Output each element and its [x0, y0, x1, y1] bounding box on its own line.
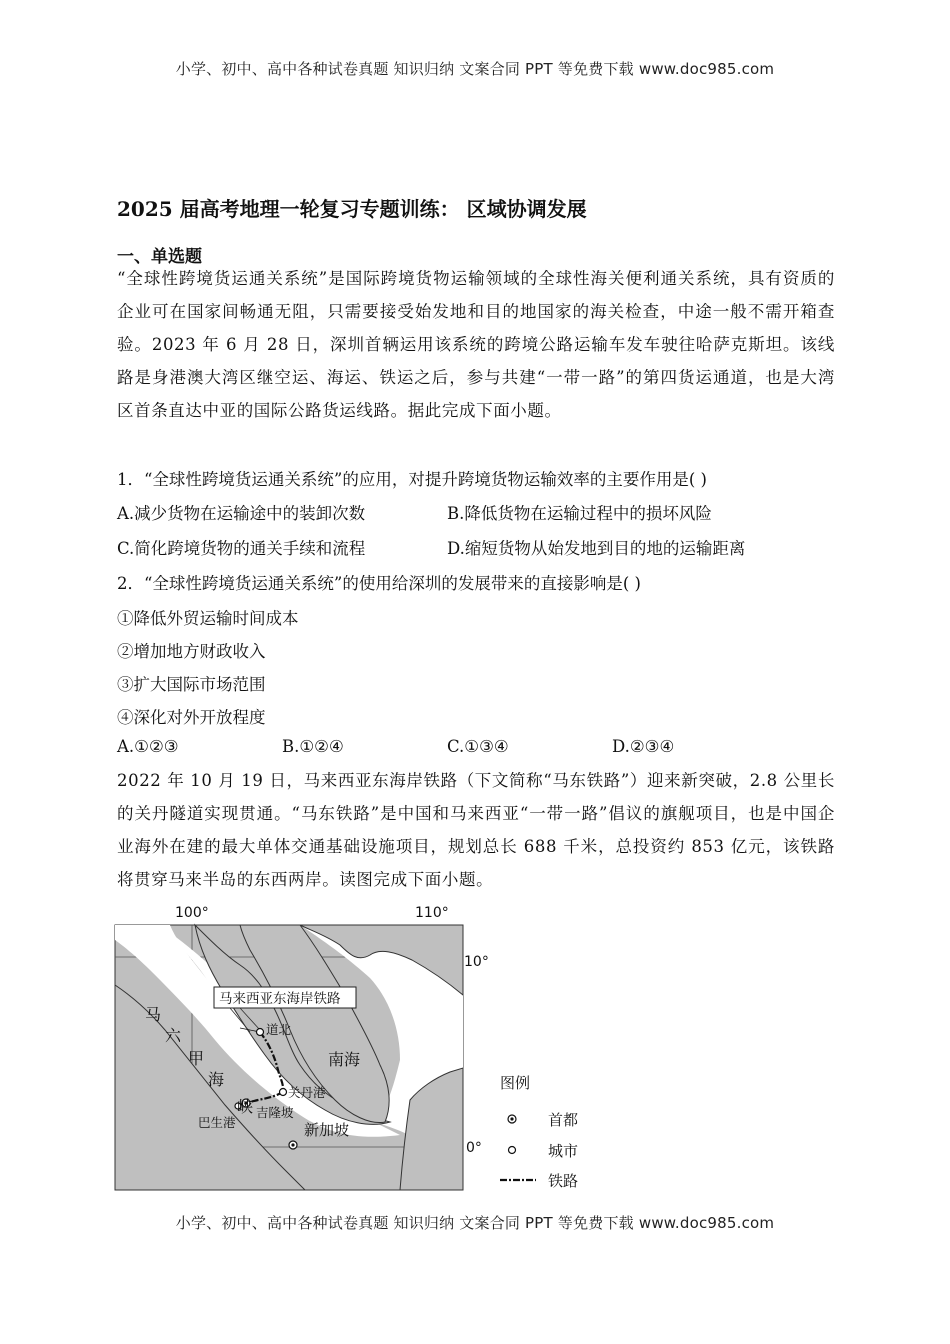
- document-title: 2025 届高考地理一轮复习专题训练： 区域协调发展: [117, 197, 587, 221]
- lon-100-label: 100°: [175, 905, 209, 921]
- lat-10-label: 10°: [464, 954, 489, 970]
- city-marker-kuantan: [280, 1089, 287, 1096]
- legend-capital-label: 首都: [548, 1111, 579, 1129]
- q1-option-a: A.减少货物在运输途中的装卸次数: [117, 504, 366, 523]
- page-header: 小学、初中、高中各种试卷真题 知识归纳 文案合同 PPT 等免费下载 www.doc985.com: [175, 60, 775, 78]
- q2-item-4: ④深化对外开放程度: [117, 708, 266, 727]
- legend-railway-label: 铁路: [548, 1172, 579, 1190]
- section-heading: 一、单选题: [117, 247, 202, 267]
- strait-char-2: 六: [165, 1026, 182, 1045]
- q2-item-2: ②增加地方财政收入: [117, 642, 266, 661]
- q2-option-a: A.①②③: [117, 737, 179, 756]
- legend-capital-dot: [510, 1117, 513, 1120]
- city-label-singapore: 新加坡: [304, 1121, 350, 1139]
- q2-option-c: C.①③④: [447, 737, 509, 756]
- lat-0-label: 0°: [466, 1140, 482, 1156]
- legend-title: 图例: [500, 1074, 531, 1092]
- q1-option-d: D.缩短货物从始发地到目的地的运输距离: [447, 539, 746, 558]
- capital-dot-singapore: [291, 1143, 294, 1146]
- q2-option-b: B.①②④: [282, 737, 344, 756]
- strait-char-3: 甲: [188, 1049, 205, 1068]
- railway-label: 马来西亚东海岸铁路: [219, 991, 341, 1007]
- city-label-kuantan: 关丹港: [288, 1085, 326, 1100]
- city-label-kl: 吉隆坡: [256, 1105, 294, 1120]
- malaysia-railway-map: [100, 900, 620, 1200]
- page-footer: 小学、初中、高中各种试卷真题 知识归纳 文案合同 PPT 等免费下载 www.doc985.com: [175, 1214, 775, 1232]
- city-marker-tumpat: [257, 1029, 264, 1036]
- question-2-stem: 2．“全球性跨境货运通关系统”的使用给深圳的发展带来的直接影响是( ): [117, 574, 641, 593]
- strait-char-1: 马: [145, 1005, 162, 1024]
- city-label-tumpat: 道北: [266, 1022, 292, 1037]
- strait-char-4: 海: [208, 1070, 225, 1089]
- strait-char-5: 峡: [237, 1097, 254, 1116]
- question-1-stem: 1．“全球性跨境货运通关系统”的应用，对提升跨境货物运输效率的主要作用是( ): [117, 470, 707, 489]
- q2-option-d: D.②③④: [612, 737, 675, 756]
- q1-option-b: B.降低货物在运输过程中的损坏风险: [447, 504, 712, 523]
- q1-option-c: C.简化跨境货物的通关手续和流程: [117, 539, 366, 558]
- city-label-klang: 巴生港: [198, 1115, 236, 1130]
- lon-110-label: 110°: [415, 905, 449, 921]
- q2-item-1: ①降低外贸运输时间成本: [117, 609, 299, 628]
- passage-2: 2022 年 10 月 19 日，马来西亚东海岸铁路（下文简称“马东铁路”）迎来新突破，2.8 公里长的关丹隧道实现贯通。“马东铁路”是中国和马来西亚“一带一路”倡议的旗舰项目，也是中国企业海外在建的最大单体交通基础设施项目，规划总长 688 千米，总投资约 853 亿元，该铁路将贯穿马来半岛的东西两岸。读图完成下面小题。: [117, 771, 835, 889]
- legend-city-label: 城市: [548, 1142, 579, 1160]
- sea-label: 南海: [328, 1050, 361, 1069]
- q2-item-3: ③扩大国际市场范围: [117, 675, 266, 694]
- passage-1: “全球性跨境货运通关系统”是国际跨境货物运输领域的全球性海关便利通关系统，具有资质的企业可在国家间畅通无阻，只需要接受始发地和目的地国家的海关检查，中途一般不需开箱查验。2023 年 6 月 28 日，深圳首辆运用该系统的跨境公路运输车发车驶往哈萨克斯坦。该线路是身港澳大湾区继空运、海运、铁运之后，参与共建“一带一路”的第四货运通道，也是大湾区首条直达中亚的国际公路货运线路。据此完成下面小题。: [117, 269, 835, 420]
- legend-city-symbol: [509, 1147, 516, 1154]
